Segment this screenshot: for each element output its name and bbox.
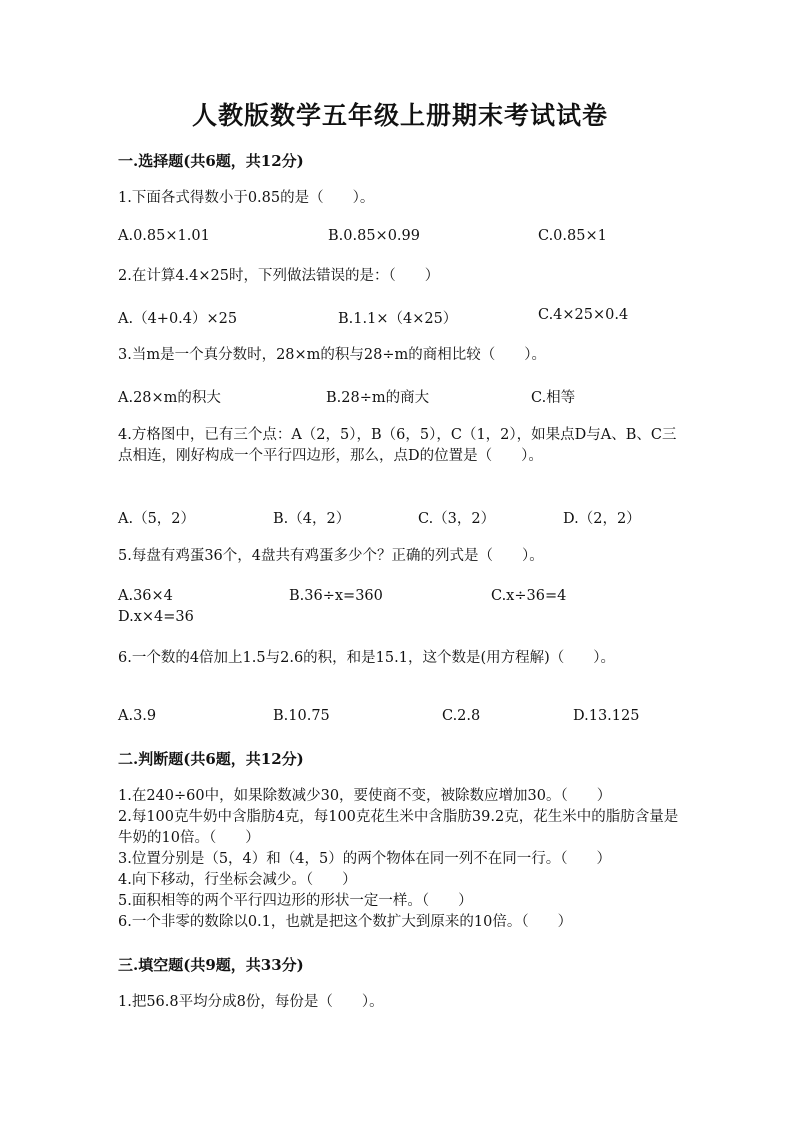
page-title: 人教版数学五年级上册期末考试试卷 [191,101,608,130]
section-heading-judge: 二.判断题(共6题，共12分) [118,750,304,768]
option: A.（5，2） [118,511,196,527]
option: C.x÷36=4 [491,588,567,604]
question-text: 5.每盘有鸡蛋36个，4盘共有鸡蛋多少个？正确的列式是（ ）。 [118,548,544,564]
option: B.（4，2） [273,511,351,527]
option: A.28×m的积大 [118,390,221,406]
question-text: 3.当m是一个真分数时，28×m的积与28÷m的商相比较（ ）。 [118,347,547,363]
judge-item: 3.位置分别是（5，4）和（4，5）的两个物体在同一列不在同一行。（ ） [118,851,611,867]
option: B.10.75 [273,708,330,724]
option: C.4×25×0.4 [538,307,629,323]
judge-item: 5.面积相等的两个平行四边形的形状一定一样。（ ） [118,893,473,909]
judge-item: 2.每100克牛奶中含脂肪4克，每100克花生米中含脂肪39.2克，花生米中的脂肪含量是牛奶的10倍。（ ） [118,809,679,846]
option: B.1.1×（4×25） [338,311,458,327]
option: C.2.8 [442,708,481,724]
judge-item: 6.一个非零的数除以0.1，也就是把这个数扩大到原来的10倍。（ ） [118,914,573,930]
section-heading-choice: 一.选择题(共6题，共12分) [118,152,304,170]
option: C.（3，2） [418,511,496,527]
option: A.3.9 [118,708,157,724]
option: D.（2，2） [563,511,641,527]
option: B.36÷x=360 [289,588,383,604]
judge-item: 1.在240÷60中，如果除数减少30，要使商不变，被除数应增加30。（ ） [118,788,612,804]
option: B.28÷m的商大 [326,390,430,406]
option: A.0.85×1.01 [118,228,210,244]
question-text: 4.方格图中，已有三个点：A（2，5），B（6，5），C（1，2），如果点D与A、B、C三点相连，刚好构成一个平行四边形，那么，点D的位置是（ ）。 [118,427,677,464]
option: C.相等 [531,390,576,406]
option: D.13.125 [573,708,640,724]
option: C.0.85×1 [538,228,607,244]
question-text: 2.在计算4.4×25时，下列做法错误的是：（ ） [118,268,440,284]
option: A.36×4 [118,588,173,604]
question-text: 1.下面各式得数小于0.85的是（ ）。 [118,190,375,206]
judge-item: 4.向下移动，行坐标会减少。（ ） [118,872,357,888]
option: D.x×4=36 [118,609,194,625]
question-text: 6.一个数的4倍加上1.5与2.6的积，和是15.1，这个数是(用方程解)（ ）。 [118,650,616,666]
fill-item: 1.把56.8平均分成8份，每份是（ ）。 [118,994,384,1010]
option: A.（4+0.4）×25 [118,311,238,327]
section-heading-fill: 三.填空题(共9题，共33分) [118,956,304,974]
option: B.0.85×0.99 [328,228,420,244]
